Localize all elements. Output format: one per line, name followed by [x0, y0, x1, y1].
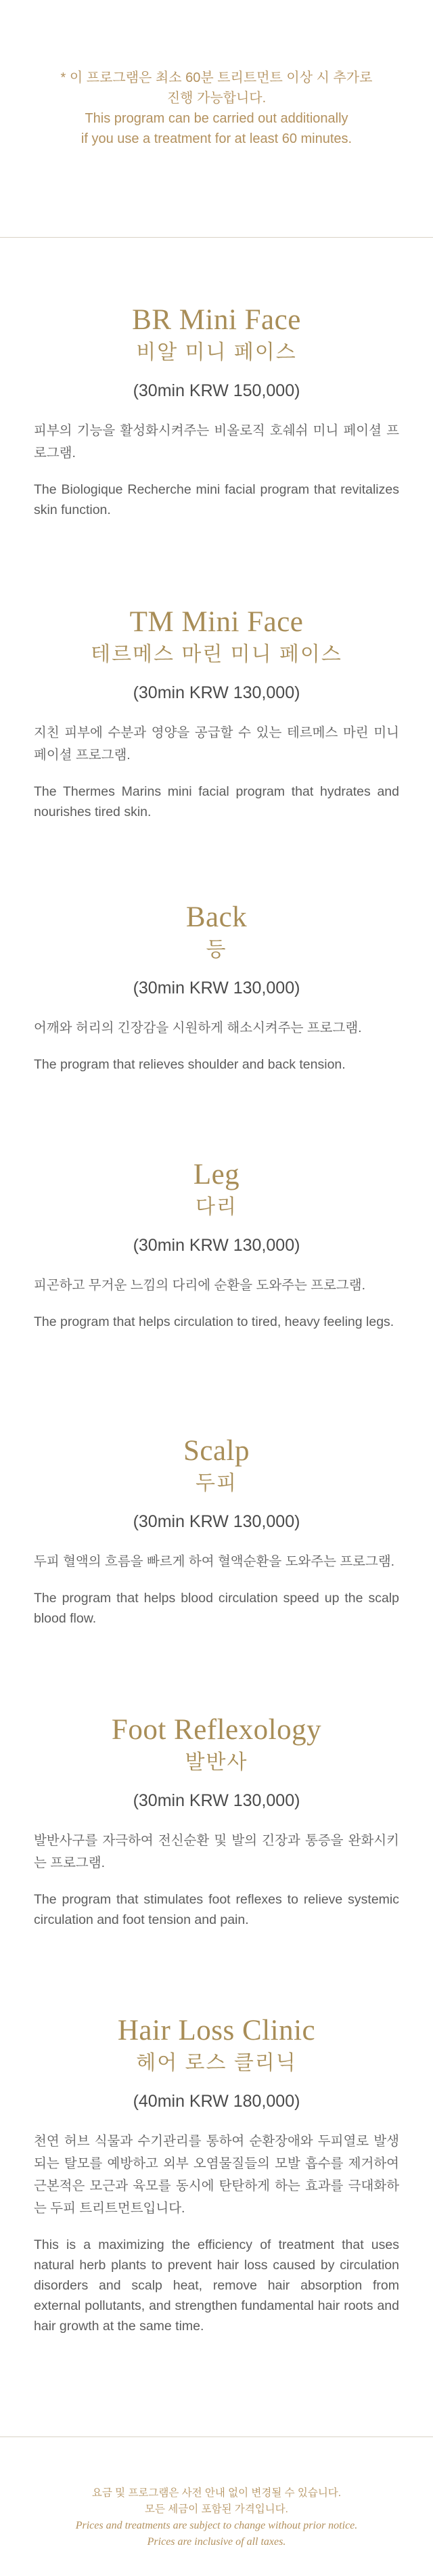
- program-title: Leg: [193, 1159, 240, 1190]
- program-title: Hair Loss Clinic: [117, 2015, 316, 2046]
- program-foot-reflexology: [34, 1713, 399, 1930]
- disclaimer-en-line-2: Prices are inclusive of all taxes.: [147, 2536, 286, 2548]
- program-description-kr: 피곤하고 무거운 느낌의 다리에 순환을 도와주는 프로그램.: [34, 1278, 366, 1293]
- program-leg: [34, 1158, 399, 1332]
- disclaimer-kr-line-1: 요금 및 프로그램은 사전 안내 없이 변경될 수 있습니다.: [91, 2487, 342, 2499]
- program-price: (40min KRW 180,000): [133, 2092, 300, 2111]
- program-br-mini-face: [34, 303, 399, 520]
- program-title-kr: 다리: [196, 1196, 237, 1218]
- minimum-treatment-notice: [0, 68, 433, 149]
- program-description-kr: 천연 허브 식물과 수기관리를 통하여 순환장애와 두피열로 발생되는 탈모를 예방하고 외부 오염물질들의 모발 흡수를 제거하여 근본적은 모근과 육모를 동시에 탄탄하게 하는 효과를 극대화하는 두피 트리트먼트입니다.: [34, 2134, 399, 2216]
- program-title-kr: 헤어 로스 클리닉: [136, 2052, 297, 2074]
- notice-en-line-2: if you use a treatment for at least 60 minutes.: [81, 131, 352, 146]
- program-title: BR Mini Face: [132, 304, 301, 336]
- program-price: (30min KRW 130,000): [133, 1791, 300, 1810]
- program-description-kr: 두피 혈액의 흐름을 빠르게 하여 혈액순환을 도와주는 프로그램.: [34, 1554, 395, 1569]
- program-description-en: The program that helps blood circulation speed up the scalp blood flow.: [34, 1591, 399, 1626]
- program-description-kr: 피부의 기능을 활성화시켜주는 비올로직 호쉐쉬 미니 페이셜 프로그램.: [34, 423, 399, 460]
- program-back: [34, 901, 399, 1075]
- program-title-kr: 테르메스 마린 미니 페이스: [91, 643, 342, 666]
- pricing-disclaimer: [0, 2485, 433, 2550]
- program-description-en: The Biologique Recherche mini facial program that revitalizes skin function.: [34, 482, 399, 517]
- program-description-en: The program that stimulates foot reflexes to relieve systemic circulation and foot tension and pain.: [34, 1892, 399, 1927]
- program-description-en: The program that relieves shoulder and back tension.: [34, 1057, 346, 1072]
- program-price: (30min KRW 130,000): [133, 683, 300, 702]
- disclaimer-en-line-1: Prices and treatments are subject to change without prior notice.: [75, 2520, 358, 2531]
- program-title: Foot Reflexology: [111, 1714, 322, 1746]
- program-scalp: [34, 1434, 399, 1629]
- program-price: (30min KRW 130,000): [133, 1512, 300, 1531]
- program-price: (30min KRW 150,000): [133, 381, 300, 400]
- program-description-en: This is a maximizing the efficiency of treatment that uses natural herb plants to prevent hair loss caused by circulation disorders and scalp heat, remove hair absorption from external pollutants, and strengthen fundamental hair roots and hair growth at the same time.: [34, 2237, 399, 2334]
- program-price: (30min KRW 130,000): [133, 1236, 300, 1255]
- program-description-kr: 발반사구를 자극하여 전신순환 및 발의 긴장과 통증을 완화시키는 프로그램.: [34, 1833, 399, 1870]
- program-title: Scalp: [183, 1435, 250, 1467]
- program-tm-mini-face: [34, 605, 399, 822]
- program-title-kr: 발반사: [185, 1751, 248, 1774]
- program-description-kr: 어깨와 허리의 긴장감을 시원하게 해소시켜주는 프로그램.: [34, 1021, 362, 1035]
- program-title-kr: 비알 미니 페이스: [136, 341, 297, 364]
- program-description-kr: 지친 피부에 수분과 영양을 공급할 수 있는 테르메스 마린 미니 페이셜 프로그램.: [34, 725, 399, 763]
- notice-kr-line-1: * 이 프로그램은 최소 60분 트리트먼트 이상 시 추가로: [60, 70, 373, 85]
- top-divider: [0, 237, 433, 238]
- program-title-kr: 두피: [196, 1472, 237, 1495]
- program-title-kr: 등: [206, 939, 227, 961]
- program-title: TM Mini Face: [129, 606, 304, 638]
- program-description-en: The program that helps circulation to tired, heavy feeling legs.: [34, 1314, 394, 1329]
- program-title: Back: [185, 901, 248, 933]
- disclaimer-kr-line-2: 모든 세금이 포함된 가격입니다.: [145, 2504, 288, 2515]
- program-description-en: The Thermes Marins mini facial program that hydrates and nourishes tired skin.: [34, 784, 399, 819]
- notice-kr-line-2: 진행 가능합니다.: [166, 91, 267, 106]
- program-hair-loss-clinic: [34, 2014, 399, 2336]
- notice-en-line-1: This program can be carried out additionally: [85, 111, 348, 126]
- program-price: (30min KRW 130,000): [133, 979, 300, 997]
